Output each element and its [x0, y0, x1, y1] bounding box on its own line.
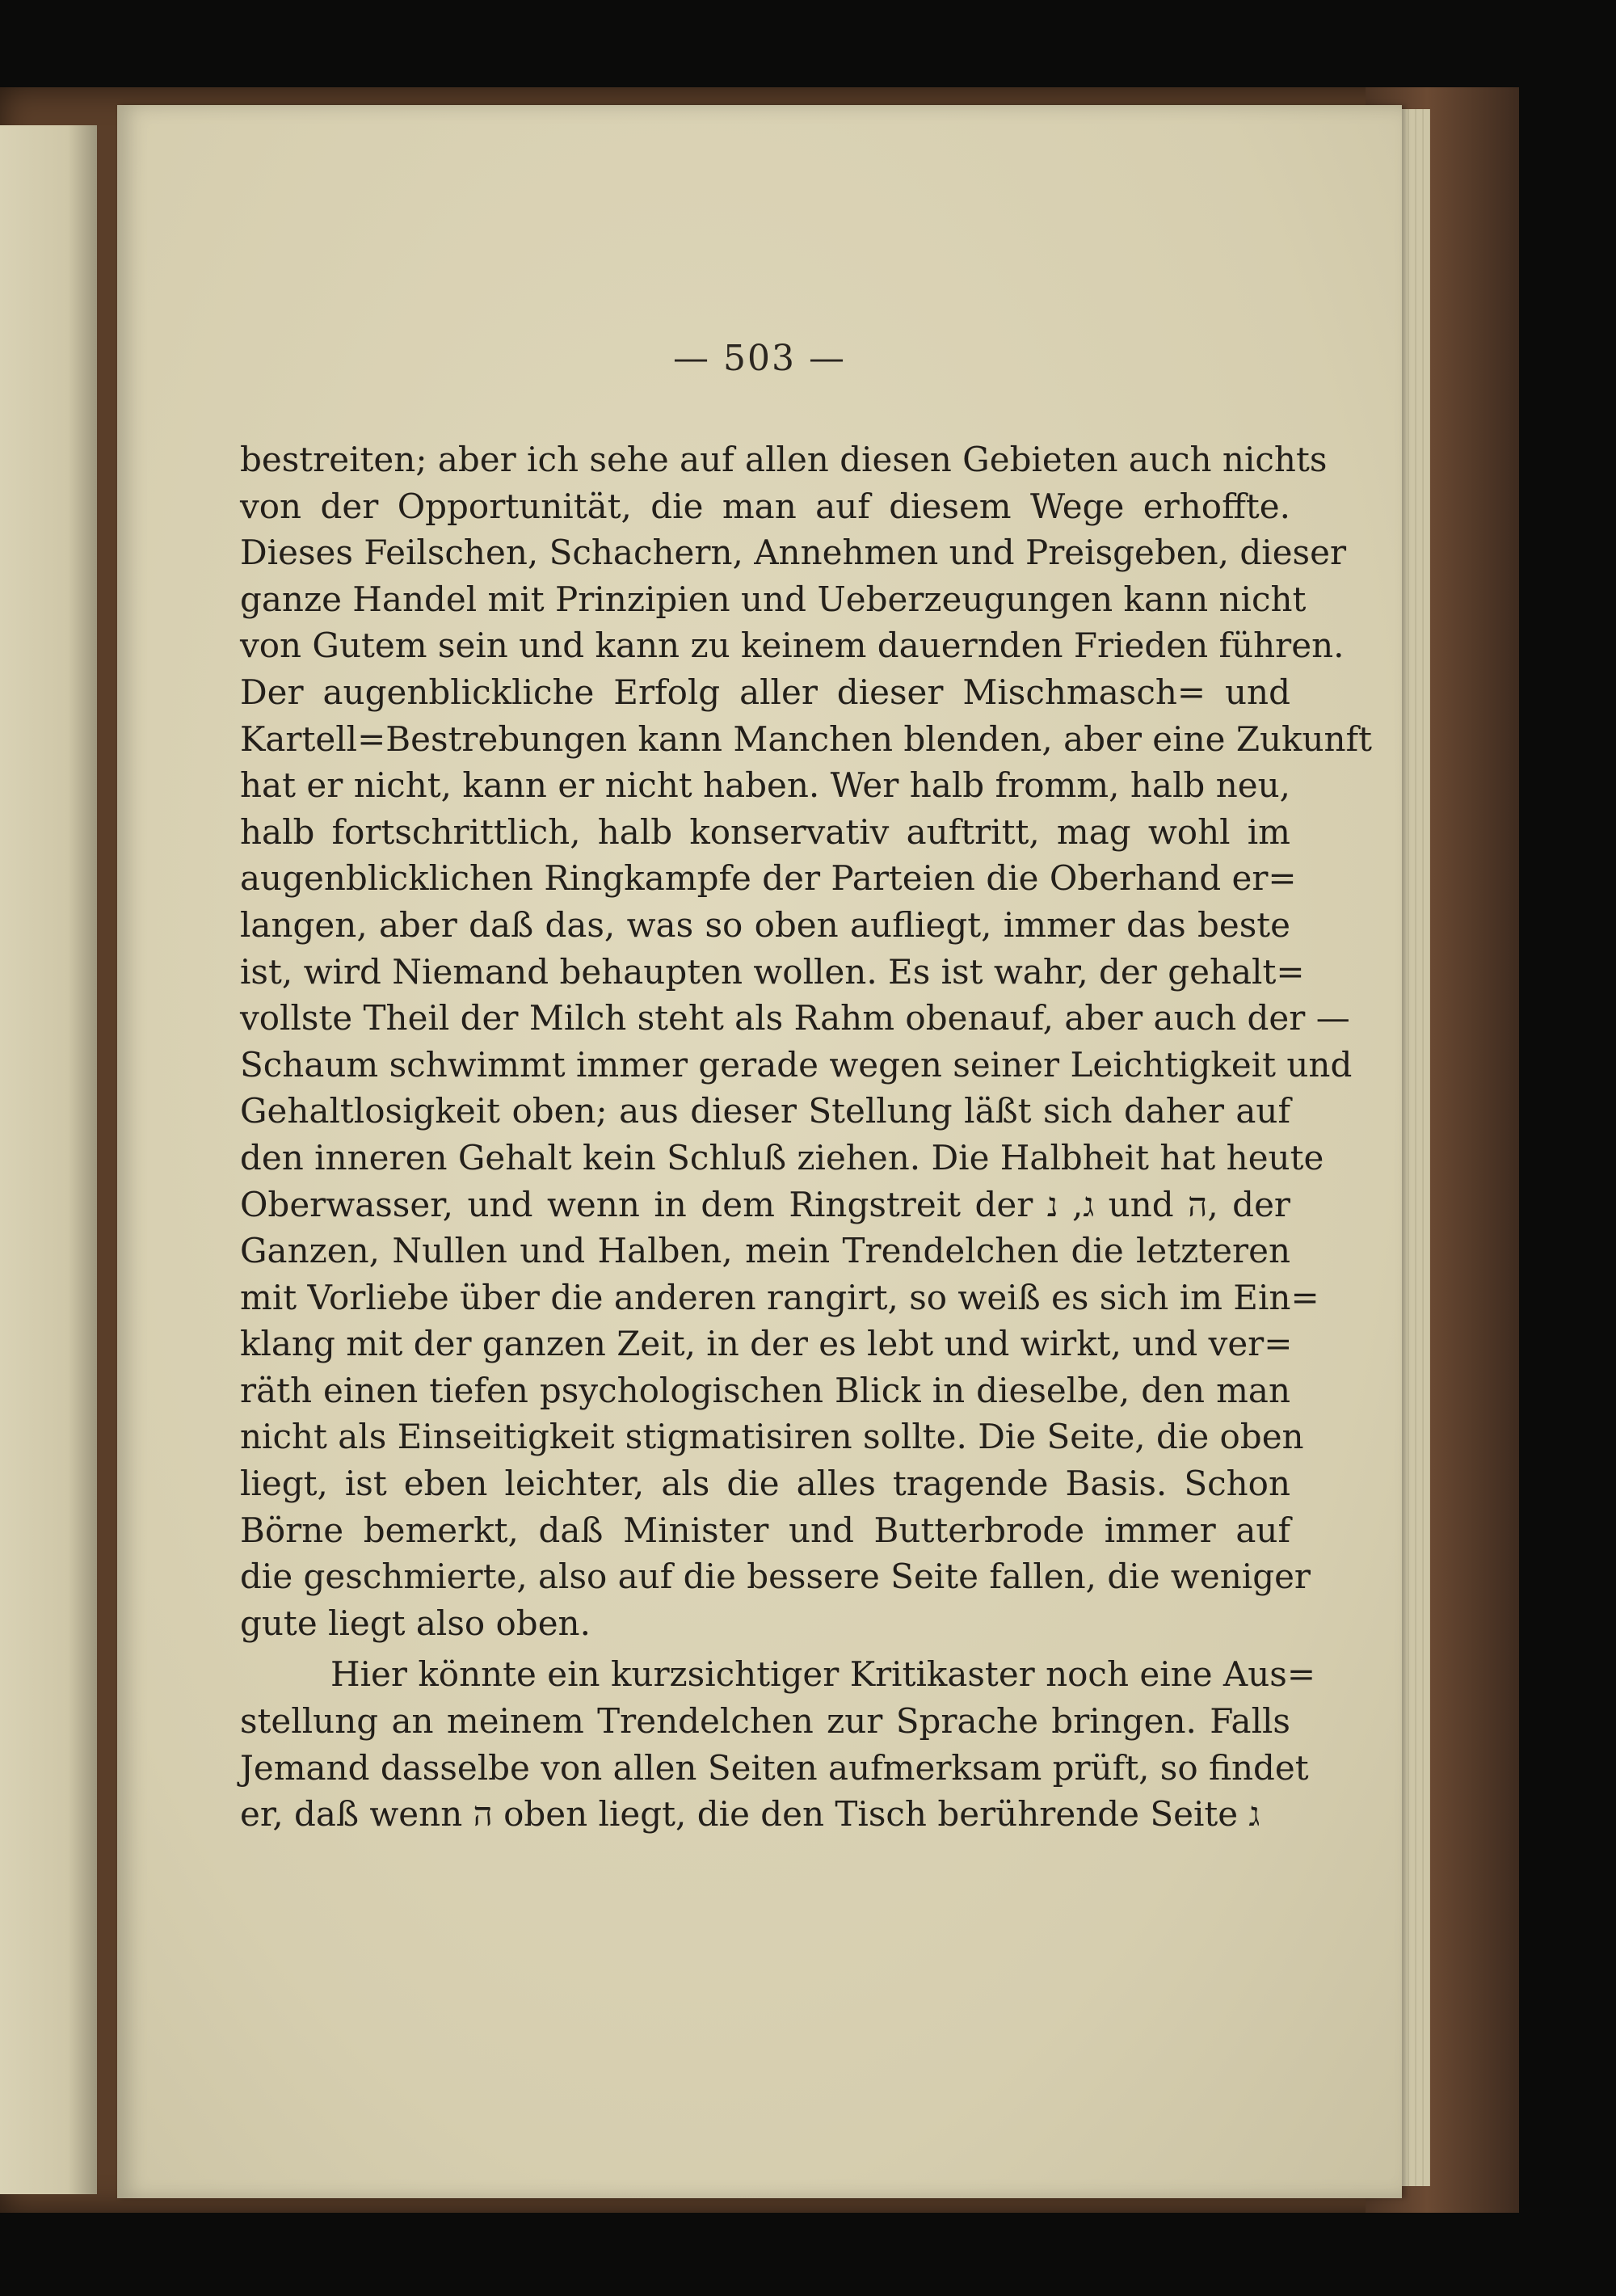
- text-line: Börne bemerkt, daß Minister und Butterbrode immer auf: [240, 1510, 1290, 1550]
- text-line: stellung an meinem Trendelchen zur Sprache bringen. Falls: [240, 1701, 1290, 1742]
- text-line: räth einen tiefen psychologischen Blick in dieselbe, den man: [240, 1370, 1290, 1410]
- text-line: Ganzen, Nullen und Halben, mein Trendelchen die letzteren: [240, 1231, 1290, 1271]
- text-line: Der augenblickliche Erfolg aller dieser Mischmasch= und: [240, 672, 1290, 712]
- text-line: liegt, ist eben leichter, als die alles tragende Basis. Schon: [240, 1464, 1290, 1504]
- body-text: [240, 436, 1373, 1838]
- paragraph: [240, 1651, 1316, 1837]
- text-line: von Gutem sein und kann zu keinem dauernden Frieden führen.: [240, 626, 1345, 666]
- text-line: er, daß wenn ה oben liegt, die den Tisch berührende Seite ג: [240, 1794, 1260, 1835]
- left-page-edge: [0, 125, 97, 2194]
- text-line: klang mit der ganzen Zeit, in der es lebt und wirkt, und ver=: [240, 1324, 1293, 1364]
- page-number: — 503 —: [673, 338, 846, 379]
- text-line: nicht als Einseitigkeit stigmatisiren sollte. Die Seite, die oben: [240, 1417, 1304, 1457]
- text-line: den inneren Gehalt kein Schluß ziehen. Die Halbheit hat heute: [240, 1137, 1324, 1177]
- text-line: bestreiten; aber ich sehe auf allen diesen Gebieten auch nichts: [240, 440, 1328, 479]
- page-header: [117, 338, 1402, 379]
- text-line: Oberwasser, und wenn in dem Ringstreit der ג, נ und ה, der: [240, 1184, 1290, 1224]
- text-line: Jemand dasselbe von allen Seiten aufmerksam prüft, so findet: [240, 1747, 1309, 1788]
- text-line: Dieses Feilschen, Schachern, Annehmen und Preisgeben, dieser: [240, 533, 1347, 573]
- text-line: Schaum schwimmt immer gerade wegen seiner Leichtigkeit und: [240, 1044, 1353, 1085]
- text-line: die geschmierte, also auf die bessere Seite fallen, die weniger: [240, 1557, 1311, 1597]
- book-page: [117, 105, 1402, 2198]
- text-line: von der Opportunität, die man auf diesem Wege erhoffte.: [240, 486, 1290, 526]
- text-line: ganze Handel mit Prinzipien und Ueberzeugungen kann nicht: [240, 579, 1307, 619]
- text-line: Gehaltlosigkeit oben; aus dieser Stellung läßt sich daher auf: [240, 1091, 1290, 1131]
- paragraph: [240, 436, 1373, 1646]
- text-line: gute liegt also oben.: [240, 1603, 591, 1643]
- text-line: halb fortschrittlich, halb konservativ auftritt, mag wohl im: [240, 811, 1290, 852]
- text-line: ist, wird Niemand behaupten wollen. Es ist wahr, der gehalt=: [240, 951, 1305, 992]
- text-line: vollste Theil der Milch steht als Rahm obenauf, aber auch der —: [240, 998, 1350, 1038]
- text-line: mit Vorliebe über die anderen rangirt, so weiß es sich im Ein=: [240, 1277, 1319, 1317]
- text-line: Hier könnte ein kurzsichtiger Kritikaster noch eine Aus=: [330, 1654, 1316, 1695]
- text-line: augenblicklichen Ringkampfe der Parteien die Oberhand er=: [240, 858, 1297, 899]
- text-line: hat er nicht, kann er nicht haben. Wer halb fromm, halb neu,: [240, 765, 1290, 806]
- text-line: langen, aber daß das, was so oben aufliegt, immer das beste: [240, 904, 1290, 945]
- text-line: Kartell=Bestrebungen kann Manchen blenden, aber eine Zukunft: [240, 718, 1373, 759]
